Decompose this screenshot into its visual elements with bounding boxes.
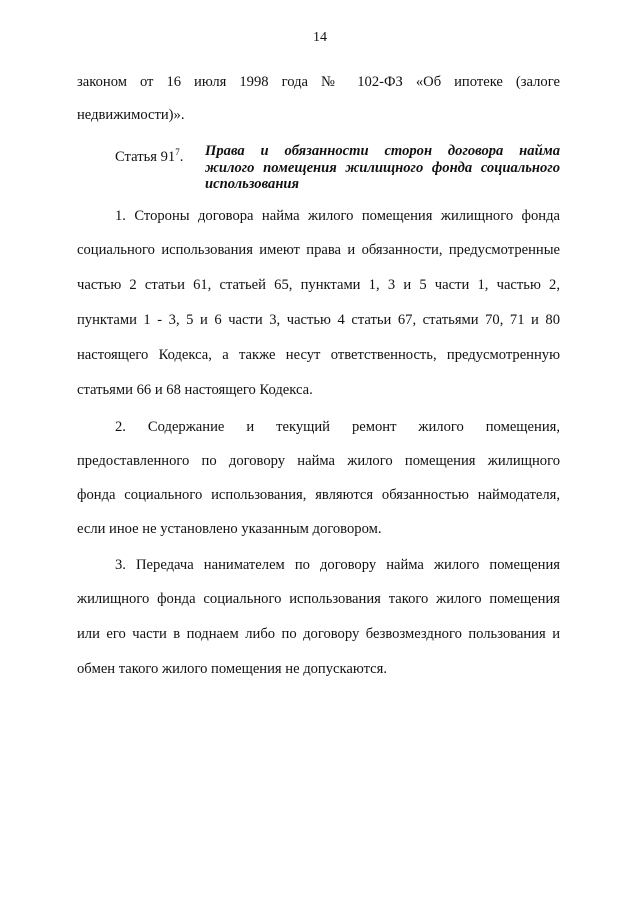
article-title-line-2: жилого помещения жилищного фонда социального (205, 159, 560, 176)
paragraph-1-line-4: пунктами 1 - 3, 5 и 6 части 3, частью 4 статьи 67, статьями 70, 71 и 80 (77, 312, 560, 328)
article-label (115, 143, 183, 166)
paragraph-3-line-2: жилищного фонда социального использования такого жилого помещения (77, 591, 560, 607)
paragraph-3-line-1: 3. Передача нанимателем по договору найма жилого помещения (115, 557, 560, 573)
page-number: 14 (313, 30, 327, 45)
paragraph-3-line-4: обмен такого жилого помещения не допускаются. (77, 661, 387, 677)
paragraph-1-line-5: настоящего Кодекса, а также несут ответственность, предусмотренную (77, 347, 560, 363)
paragraph-1-line-1: 1. Стороны договора найма жилого помещения жилищного фонда (115, 208, 560, 224)
paragraph-1-line-6: статьями 66 и 68 настоящего Кодекса. (77, 382, 313, 398)
paragraph-2-line-1: 2. Содержание и текущий ремонт жилого помещения, (115, 419, 560, 435)
article-title (205, 143, 560, 193)
article-number-superscript: 7 (175, 147, 180, 157)
article-label-suffix: . (179, 149, 184, 165)
paragraph-3-line-3: или его части в поднаем либо по договору безвозмездного пользования и (77, 626, 560, 642)
paragraph-2-line-3: фонда социального использования, являются обязанностью наймодателя, (77, 487, 560, 503)
intro-line-1: законом от 16 июля 1998 года № 102-ФЗ «Об ипотеке (залоге (77, 74, 560, 90)
article-number: Статья 91 (115, 149, 176, 165)
article-title-line-3: использования (205, 176, 300, 192)
article-title-line-1: Права и обязанности сторон договора найма (205, 143, 560, 159)
paragraph-2-line-2: предоставленного по договору найма жилого помещения жилищного (77, 453, 560, 469)
paragraph-1-line-2: социального использования имеют права и обязанности, предусмотренные (77, 242, 560, 258)
paragraph-1-line-3: частью 2 статьи 61, статьей 65, пунктами 1, 3 и 5 части 1, частью 2, (77, 277, 560, 293)
paragraph-2-line-4: если иное не установлено указанным договором. (77, 521, 382, 537)
intro-line-2: недвижимости)». (77, 107, 185, 123)
